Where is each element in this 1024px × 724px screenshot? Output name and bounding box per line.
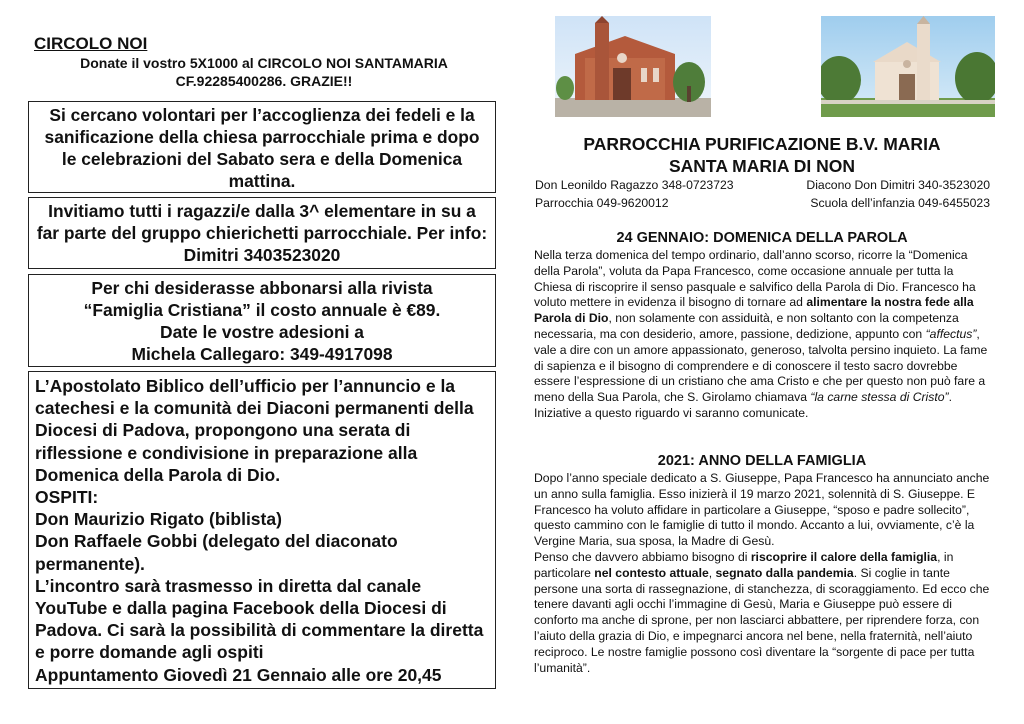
word-sunday-paragraph bbox=[534, 248, 994, 422]
family-year-emphasis-2: nel contesto attuale bbox=[594, 565, 709, 580]
word-sunday-text-e: , vale a dire con un amore appassionato, generoso, talvolta persino inquieto. La fame di sapienza e il bisogno di comprendere e di conoscere il testo sacro dovrebbe essere l’espressione di un cristiano che ama Cristo e che per questo non può fare a meno della Sua Parola, che S. Girolamo chiamava bbox=[534, 326, 988, 405]
word-sunday-text-c: , non solamente con assiduità, e non soltanto con la competenza necessaria, ma con desiderio, amore, passione, dedizione, appunto con bbox=[534, 311, 959, 341]
contact-parish-priest: Don Leonildo Ragazzo 348-0723723 bbox=[535, 178, 734, 192]
word-sunday-text-g: . Iniziative a questo riguardo vi saranno comunicate. bbox=[534, 390, 952, 420]
word-sunday-affectus: “affectus” bbox=[925, 326, 977, 341]
contacts-row-1 bbox=[535, 178, 990, 192]
guest-1: Don Maurizio Rigato (biblista) bbox=[35, 509, 282, 530]
circolo-fiscal-code: CF.92285400286. GRAZIE!! bbox=[175, 73, 353, 89]
volunteers-box bbox=[28, 101, 496, 193]
broadcast-info: L’incontro sarà trasmesso in diretta dal canale YouTube e dalla pagina Facebook della Diocesi di Padova. Ci sarà la possibilità di commentare la diretta e porre domande agli ospiti bbox=[35, 575, 484, 663]
family-year-paragraph bbox=[534, 471, 994, 676]
biblical-apostolate-box bbox=[28, 371, 496, 689]
contacts-row-2 bbox=[535, 196, 990, 210]
magazine-line-3: Date le vostre adesioni a bbox=[160, 322, 364, 342]
family-year-text-1: Dopo l’anno speciale dedicato a S. Giuseppe, Papa Francesco ha annunciato anche un anno sulla famiglia. Esso inizierà il 19 marzo 2021, solennità di S. Giuseppe. E Francesco ha voluto affidare in particolare a Giuseppe, “sposo e padre sollecito”, questo cammino con le famiglie di tutto il mondo. Accanto a lui, ovviamente, c’è la Vergine Maria, sua sposa, la Madre di Gesù. bbox=[534, 471, 990, 549]
family-year-text-g: . Si coglie in tante persone una sorta di rassegnazione, di stanchezza, di scoraggiamento. Ed ecco che tenere davanti agli occhi l’immagine di Gesù, Maria e Giuseppe può essere di conforto ma anche di sprone, per non lasciarci abbattere, per riprendere forza, con l’aiuto della grazia di Dio, e impegnarci ancora nel bene, nella fraternità, nell’aiuto reciproco. Le nostre famiglie possono così diventare la “sorgente di pace per tutta l’umanità”. bbox=[534, 565, 990, 675]
contact-parish-office: Parrocchia 049-9620012 bbox=[535, 196, 669, 210]
family-year-text-a: Penso che davvero abbiamo bisogno di bbox=[534, 549, 751, 564]
magazine-subscription-box bbox=[28, 274, 496, 367]
magazine-line-1: Per chi desiderasse abbonarsi alla rivista bbox=[91, 278, 433, 298]
word-sunday-quote: “la carne stessa di Cristo” bbox=[810, 390, 949, 405]
church-photo-1 bbox=[555, 16, 711, 117]
word-sunday-emphasis: alimentare la nostra fede alla Parola di Dio bbox=[534, 295, 974, 326]
magazine-line-2: “Famiglia Cristiana” il costo annuale è €89. bbox=[83, 300, 441, 320]
guest-2: Don Raffaele Gobbi (delegato del diaconato permanente). bbox=[35, 531, 398, 574]
family-year-text-c: , in particolare bbox=[534, 549, 954, 580]
circolo-donation-line: Donate il vostro 5X1000 al CIRCOLO NOI SANTAMARIA bbox=[80, 55, 448, 71]
guests-heading: OSPITI: bbox=[35, 487, 99, 508]
family-year-text-e: , bbox=[708, 565, 716, 580]
family-year-emphasis-3: segnato dalla pandemia bbox=[715, 565, 854, 580]
magazine-line-4: Michela Callegaro: 349-4917098 bbox=[131, 344, 393, 364]
section-title-family-year: 2021: ANNO DELLA FAMIGLIA bbox=[657, 453, 867, 469]
contact-kindergarten: Scuola dell’infanzia 049-6455023 bbox=[810, 196, 990, 210]
circolo-noi-notice bbox=[28, 34, 500, 90]
family-year-emphasis-1: riscoprire il calore della famiglia bbox=[750, 549, 938, 564]
parish-header bbox=[530, 133, 994, 177]
volunteers-text: Si cercano volontari per l’accoglienza dei fedeli e la sanificazione della chiesa parrocchiale prima e dopo le celebrazioni del Sabato sera e della Domenica mattina. bbox=[44, 105, 480, 191]
word-sunday-text-a: Nella terza domenica del tempo ordinario, dall’anno scorso, ricorre la “Domenica della Parola”, voluta da Papa Francesco, come occasione annuale per tutta la Chiesa di riscoprire il senso pasquale e salvifico della Parola di Dio. Francesco ha voluto mettere in evidenza il bisogno di tornare ad bbox=[534, 248, 976, 310]
church-photo-2 bbox=[821, 16, 995, 117]
altar-servers-text: Invitiamo tutti i ragazzi/e dalla 3^ elementare in su a far parte del gruppo chierichetti parrocchiale. Per info: Dimitri 3403523020 bbox=[36, 201, 488, 265]
apostolate-intro: L’Apostolato Biblico dell’ufficio per l’annuncio e la catechesi e la comunità dei Diaconi permanenti della Diocesi di Padova, propongono una serata di riflessione e condivisione in preparazione alla Domenica della Parola di Dio. bbox=[35, 376, 474, 485]
parish-location: SANTA MARIA DI NON bbox=[668, 156, 855, 176]
contact-deacon: Diacono Don Dimitri 340-3523020 bbox=[806, 178, 990, 192]
appointment-info: Appuntamento Giovedì 21 Gennaio alle ore 20,45 bbox=[35, 664, 442, 685]
section-title-word-sunday: 24 GENNAIO: DOMENICA DELLA PAROLA bbox=[616, 230, 908, 246]
altar-servers-box bbox=[28, 197, 496, 269]
parish-name: PARROCCHIA PURIFICAZIONE B.V. MARIA bbox=[583, 134, 941, 154]
circolo-title: CIRCOLO NOI bbox=[34, 34, 148, 53]
